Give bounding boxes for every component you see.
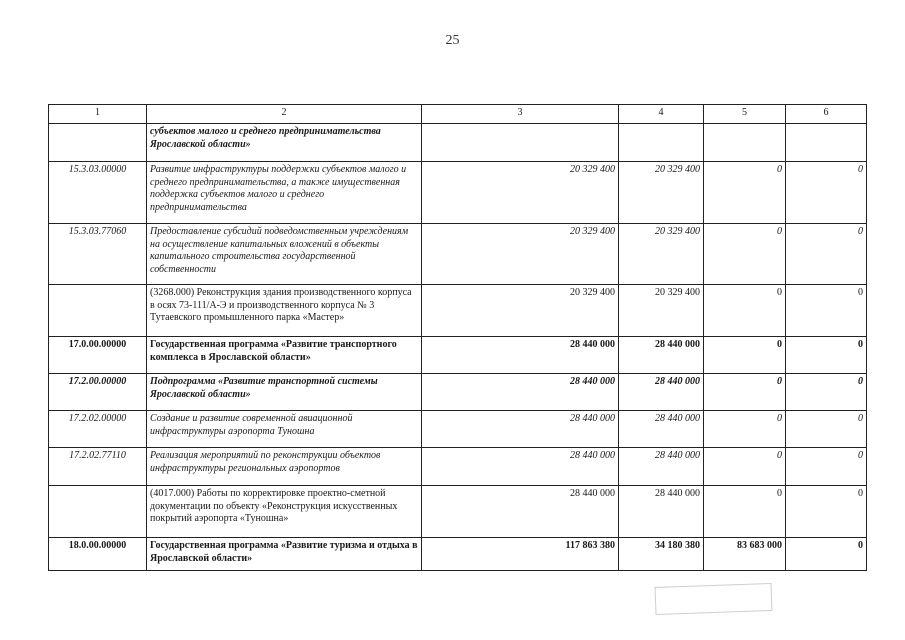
row-value-col3: 117 863 380 xyxy=(422,538,619,571)
row-value-col4: 28 440 000 xyxy=(619,486,704,538)
table-row xyxy=(49,448,867,486)
table-row xyxy=(49,124,867,162)
row-code xyxy=(49,486,147,538)
row-code: 15.3.03.00000 xyxy=(49,162,147,224)
budget-table xyxy=(48,104,867,571)
row-value-col3: 28 440 000 xyxy=(422,337,619,374)
row-value-col5 xyxy=(704,124,786,162)
table-row xyxy=(49,411,867,448)
row-value-col5: 0 xyxy=(704,411,786,448)
row-value-col6: 0 xyxy=(786,224,867,285)
table-row xyxy=(49,486,867,538)
row-value-col5: 0 xyxy=(704,224,786,285)
row-name: субъектов малого и среднего предпринимательства Ярославской области» xyxy=(147,124,422,162)
table-row xyxy=(49,285,867,337)
row-name: Реализация мероприятий по реконструкции объектов инфраструктуры региональных аэропортов xyxy=(147,448,422,486)
column-header: 4 xyxy=(619,105,704,124)
row-code: 18.0.00.00000 xyxy=(49,538,147,571)
row-value-col4: 28 440 000 xyxy=(619,411,704,448)
row-value-col5: 0 xyxy=(704,486,786,538)
row-value-col6: 0 xyxy=(786,374,867,411)
row-value-col6 xyxy=(786,124,867,162)
row-value-col6: 0 xyxy=(786,448,867,486)
row-value-col3: 20 329 400 xyxy=(422,162,619,224)
row-name: Подпрограмма «Развитие транспортной системы Ярославской области» xyxy=(147,374,422,411)
row-code: 17.2.02.00000 xyxy=(49,411,147,448)
row-code: 17.2.00.00000 xyxy=(49,374,147,411)
row-value-col5: 0 xyxy=(704,285,786,337)
row-name: Государственная программа «Развитие транспортного комплекса в Ярославской области» xyxy=(147,337,422,374)
row-name: Предоставление субсидий подведомственным учреждениям на осуществление капитальных вложений в объекты капитального строительства государственной собственности xyxy=(147,224,422,285)
column-header: 1 xyxy=(49,105,147,124)
header-row xyxy=(49,105,867,124)
row-value-col5: 0 xyxy=(704,337,786,374)
row-value-col4: 20 329 400 xyxy=(619,285,704,337)
row-value-col6: 0 xyxy=(786,486,867,538)
row-value-col4: 28 440 000 xyxy=(619,337,704,374)
row-value-col4: 20 329 400 xyxy=(619,224,704,285)
row-value-col4 xyxy=(619,124,704,162)
table-row xyxy=(49,538,867,571)
row-name: (3268.000) Реконструкция здания производственного корпуса в осях 73-111/А-Э и производственного корпуса № 3 Тутаевского промышленного парка «Мастер» xyxy=(147,285,422,337)
scan-stamp-mark xyxy=(655,583,773,615)
row-value-col6: 0 xyxy=(786,285,867,337)
page-number: 25 xyxy=(445,33,460,48)
row-code: 17.0.00.00000 xyxy=(49,337,147,374)
row-name: (4017.000) Работы по корректировке проектно-сметной документации по объекту «Реконструкция искусственных покрытий аэропорта «Туношна» xyxy=(147,486,422,538)
row-value-col4: 20 329 400 xyxy=(619,162,704,224)
row-value-col3: 28 440 000 xyxy=(422,486,619,538)
row-value-col3 xyxy=(422,124,619,162)
row-value-col4: 34 180 380 xyxy=(619,538,704,571)
row-code xyxy=(49,285,147,337)
row-value-col3: 28 440 000 xyxy=(422,374,619,411)
column-header: 6 xyxy=(786,105,867,124)
row-value-col3: 20 329 400 xyxy=(422,285,619,337)
row-value-col3: 28 440 000 xyxy=(422,448,619,486)
row-value-col6: 0 xyxy=(786,411,867,448)
row-code xyxy=(49,124,147,162)
row-name: Государственная программа «Развитие туризма и отдыха в Ярославской области» xyxy=(147,538,422,571)
table-row xyxy=(49,374,867,411)
column-header: 5 xyxy=(704,105,786,124)
column-header: 3 xyxy=(422,105,619,124)
row-value-col5: 0 xyxy=(704,374,786,411)
row-value-col5: 0 xyxy=(704,162,786,224)
row-value-col4: 28 440 000 xyxy=(619,374,704,411)
row-name: Создание и развитие современной авиационной инфраструктуры аэропорта Туношна xyxy=(147,411,422,448)
row-value-col5: 0 xyxy=(704,448,786,486)
table-row xyxy=(49,162,867,224)
row-value-col5: 83 683 000 xyxy=(704,538,786,571)
column-header: 2 xyxy=(147,105,422,124)
table-row xyxy=(49,337,867,374)
row-value-col6: 0 xyxy=(786,162,867,224)
row-name: Развитие инфраструктуры поддержки субъектов малого и среднего предпринимательства, а также имущественная поддержка субъектов малого и среднего предпринимательства xyxy=(147,162,422,224)
row-code: 15.3.03.77060 xyxy=(49,224,147,285)
row-value-col6: 0 xyxy=(786,538,867,571)
row-value-col4: 28 440 000 xyxy=(619,448,704,486)
row-value-col6: 0 xyxy=(786,337,867,374)
row-code: 17.2.02.77110 xyxy=(49,448,147,486)
table-row xyxy=(49,224,867,285)
row-value-col3: 28 440 000 xyxy=(422,411,619,448)
row-value-col3: 20 329 400 xyxy=(422,224,619,285)
